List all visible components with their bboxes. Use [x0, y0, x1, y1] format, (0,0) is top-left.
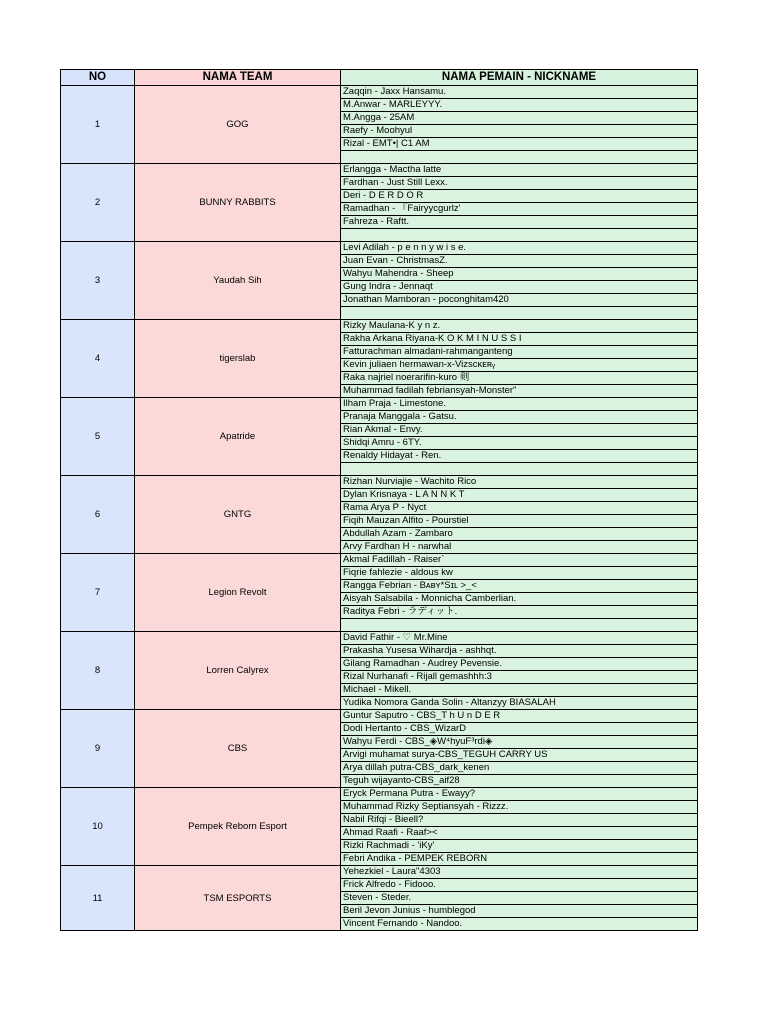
table-row [61, 554, 698, 567]
player-nickname-cell: Juan Evan - ChristmasZ. [341, 255, 698, 268]
player-nickname-cell: Kevin juliaen hermawan-x-Vizsᴄᴋᴇʀᵧ [341, 359, 698, 372]
player-nickname-cell: Akmal Fadillah - Raiser` [341, 554, 698, 567]
player-nickname-cell: Rama Arya P - Nyct [341, 502, 698, 515]
player-nickname-cell: Pranaja Manggala - Gatsu. [341, 411, 698, 424]
player-nickname-cell: Rakha Arkana Riyana-K O K M I N U S S I [341, 333, 698, 346]
team-number: 3 [61, 242, 135, 320]
player-nickname-cell: Eryck Permana Putra - Ewayy? [341, 788, 698, 801]
player-nickname-cell: Raefy - Moohyul [341, 125, 698, 138]
column-header-team: NAMA TEAM [135, 70, 341, 86]
player-nickname-cell [341, 307, 698, 320]
player-nickname-cell: Jonathan Mamboran - poconghitam420 [341, 294, 698, 307]
team-number: 6 [61, 476, 135, 554]
player-nickname-cell: Erlangga - Mactha latte [341, 164, 698, 177]
table-row [61, 788, 698, 801]
player-nickname-cell: Rangga Febrian - Bᴀʙʏ*Sɪʟ >_< [341, 580, 698, 593]
player-nickname-cell: Aisyah Salsabila - Monnicha Camberlian. [341, 593, 698, 606]
player-nickname-cell: Shidqi Amru - 6TY. [341, 437, 698, 450]
roster-body [61, 86, 698, 931]
player-nickname-cell: Yehezkiel - Laura"4303 [341, 866, 698, 879]
player-nickname-cell: Raditya Febri - ラディット. [341, 606, 698, 619]
player-nickname-cell: Ilham Praja - Limestone. [341, 398, 698, 411]
table-row [61, 398, 698, 411]
team-number: 10 [61, 788, 135, 866]
header-row [61, 70, 698, 86]
player-nickname-cell: Dodi Hertanto - CBS_WizarD [341, 723, 698, 736]
team-number: 7 [61, 554, 135, 632]
team-name: GOG [135, 86, 341, 164]
player-nickname-cell: Wahyu Mahendra - Sheep [341, 268, 698, 281]
table-row [61, 164, 698, 177]
player-nickname-cell: Beril Jevon Junius - humblegod [341, 905, 698, 918]
player-nickname-cell [341, 151, 698, 164]
table-row [61, 320, 698, 333]
player-nickname-cell: Zaqqin - Jaxx Hansamu. [341, 86, 698, 99]
player-nickname-cell: Prakasha Yusesa Wihardja - ashhqt. [341, 645, 698, 658]
player-nickname-cell: Gilang Ramadhan - Audrey Pevensie. [341, 658, 698, 671]
team-name: GNTG [135, 476, 341, 554]
team-name: Lorren Calyrex [135, 632, 341, 710]
player-nickname-cell: Deri - D E R D O R [341, 190, 698, 203]
team-number: 11 [61, 866, 135, 931]
player-nickname-cell: Steven - Steder. [341, 892, 698, 905]
player-nickname-cell: Rian Akmal - Envy. [341, 424, 698, 437]
table-row [61, 86, 698, 99]
player-nickname-cell: Rizky Maulana-K y n z. [341, 320, 698, 333]
player-nickname-cell: David Fathir - ♡ Mr.Mine [341, 632, 698, 645]
table-row [61, 242, 698, 255]
player-nickname-cell: Fardhan - Just Still Lexx. [341, 177, 698, 190]
player-nickname-cell: Arvy Fardhan H - narwhal [341, 541, 698, 554]
team-number: 4 [61, 320, 135, 398]
player-nickname-cell [341, 619, 698, 632]
player-nickname-cell: Arya dillah putra-CBS_dark_kenen [341, 762, 698, 775]
player-nickname-cell: M.Angga - 25AM [341, 112, 698, 125]
player-nickname-cell: Yudika Nomora Ganda Solin - Altanzyy BIASALAH [341, 697, 698, 710]
player-nickname-cell: Muhammad Rizky Septiansyah - Rizzz. [341, 801, 698, 814]
player-nickname-cell: Michael - Mikell. [341, 684, 698, 697]
player-nickname-cell: Fahreza - Raftt. [341, 216, 698, 229]
team-name: tigerslab [135, 320, 341, 398]
player-nickname-cell: Abdullah Azam - Zambaro [341, 528, 698, 541]
team-name: Legion Revolt [135, 554, 341, 632]
player-nickname-cell: Vincent Fernando - Nandoo. [341, 918, 698, 931]
player-nickname-cell: Wahyu Ferdi - CBS_◈W⁴hyuF³rdi◈ [341, 736, 698, 749]
player-nickname-cell: Rizhan Nurviajie - Wachito Rico [341, 476, 698, 489]
team-name: Apatride [135, 398, 341, 476]
team-roster-table [60, 69, 698, 931]
player-nickname-cell: Fiqih Mauzan Alfito - Pourstiel [341, 515, 698, 528]
team-name: TSM ESPORTS [135, 866, 341, 931]
player-nickname-cell: Fiqrie fahlezie - aldous kw [341, 567, 698, 580]
table-row [61, 476, 698, 489]
player-nickname-cell: Muhammad fadilah febriansyah-Monster" [341, 385, 698, 398]
player-nickname-cell: Raka najriel noerarifin-kuro 剣 [341, 372, 698, 385]
team-number: 9 [61, 710, 135, 788]
table-row [61, 632, 698, 645]
team-number: 2 [61, 164, 135, 242]
player-nickname-cell: Guntur Saputro - CBS_T h U n D E R [341, 710, 698, 723]
player-nickname-cell: M.Anwar - MARLEYYY. [341, 99, 698, 112]
team-name: Pempek Reborn Esport [135, 788, 341, 866]
column-header-no: NO [61, 70, 135, 86]
team-name: Yaudah Sih [135, 242, 341, 320]
player-nickname-cell: Nabil Rifqi - Bieell? [341, 814, 698, 827]
player-nickname-cell: Rizki Rachmadi - 'iKy' [341, 840, 698, 853]
table-row [61, 710, 698, 723]
player-nickname-cell: Gung Indra - Jennaqt [341, 281, 698, 294]
player-nickname-cell: Febri Andika - PEMPEK REBORN [341, 853, 698, 866]
player-nickname-cell: Arvigi muhamat surya-CBS_TEGUH CARRY US [341, 749, 698, 762]
player-nickname-cell: Fatturachman almadani-rahmanganteng [341, 346, 698, 359]
team-name: BUNNY RABBITS [135, 164, 341, 242]
player-nickname-cell: Teguh wijayanto-CBS_aif28 [341, 775, 698, 788]
team-number: 5 [61, 398, 135, 476]
player-nickname-cell: Renaldy Hidayat - Ren. [341, 450, 698, 463]
team-number: 8 [61, 632, 135, 710]
column-header-players: NAMA PEMAIN - NICKNAME [341, 70, 698, 86]
table-row [61, 866, 698, 879]
player-nickname-cell: Dylan Krisnaya - L A N N K T [341, 489, 698, 502]
player-nickname-cell: Rizal - EMT•| C1 AM [341, 138, 698, 151]
player-nickname-cell: Ramadhan - 『Fairyycgurlz' [341, 203, 698, 216]
player-nickname-cell: Ahmad Raafi - Raaf>< [341, 827, 698, 840]
team-number: 1 [61, 86, 135, 164]
player-nickname-cell: Frick Alfredo - Fidooo. [341, 879, 698, 892]
player-nickname-cell [341, 229, 698, 242]
player-nickname-cell [341, 463, 698, 476]
player-nickname-cell: Levi Adilah - p e n n y w i s e. [341, 242, 698, 255]
team-name: CBS [135, 710, 341, 788]
player-nickname-cell: Rizal Nurhanafi - Rijall gemashhh:3 [341, 671, 698, 684]
